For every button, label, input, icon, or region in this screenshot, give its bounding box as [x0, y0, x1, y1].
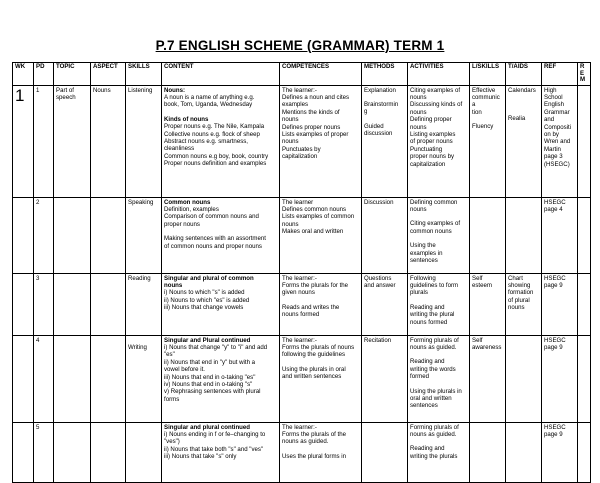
ref-line: Grammar — [544, 108, 570, 116]
competences-line: capitalization — [282, 153, 318, 161]
cell-topic — [54, 85, 91, 197]
table-row — [13, 197, 591, 273]
cell-pd — [34, 273, 54, 335]
content-line: i) Nouns to which "s" is added — [164, 289, 245, 297]
activities-line: Reading and — [410, 445, 445, 453]
cell-content — [162, 85, 280, 197]
activities-line: proper nouns by — [410, 153, 455, 161]
spacer — [282, 446, 359, 453]
content-line: "ves") — [164, 438, 180, 446]
content-line: A noun is a name of anything e.g. — [164, 93, 255, 101]
cell-rem — [578, 335, 591, 422]
competences-line: Forms the plurals of nouns — [282, 343, 355, 351]
content-line: Comparison of common nouns and — [164, 213, 259, 221]
methods-line: Questions — [364, 274, 392, 282]
lskills-line: Fluency — [472, 123, 494, 131]
competences-line: The learner:- — [282, 423, 317, 431]
taids-line: Chart — [508, 274, 523, 282]
cell-methods — [362, 273, 408, 335]
content-heading: nouns — [164, 281, 183, 289]
competences-line: The learner:- — [282, 274, 317, 282]
period-number: 1 — [36, 86, 40, 94]
cell-rem — [578, 273, 591, 335]
cell-content — [162, 197, 280, 273]
methods-line: Brainstormin — [364, 100, 399, 108]
ref-line: and — [544, 116, 555, 124]
cell-aspect — [91, 85, 126, 197]
competences-line: Forms the plurals for the — [282, 281, 349, 289]
header-cell: TOPIC — [54, 63, 91, 86]
activities-line: formed — [410, 373, 429, 381]
taids-line: nouns — [508, 304, 525, 312]
ref-line: HSEGC — [544, 274, 566, 282]
cell-competences — [280, 85, 362, 197]
activities-line: nouns — [410, 108, 427, 116]
competences-line: nouns — [282, 220, 299, 228]
activities-line: Citing examples of — [410, 86, 461, 94]
topic-line: speech — [56, 93, 76, 101]
cell-wk — [13, 197, 34, 273]
competences-line: and written sentences — [282, 373, 342, 381]
ref-line: HSEGC — [544, 423, 566, 431]
header-cell: CONTENT — [162, 63, 280, 86]
spacer — [410, 438, 467, 445]
header-cell: COMPETENCES — [280, 63, 362, 86]
ref-line: High — [544, 86, 557, 94]
header-cell: WK — [13, 63, 34, 86]
activities-line: Listing examples — [410, 130, 456, 138]
cell-wk — [13, 422, 34, 482]
taids-line: of plural — [508, 296, 530, 304]
content-heading: Kinds of nouns — [164, 115, 209, 123]
competences-line: nouns as guided. — [282, 438, 329, 446]
skills-line: Writing — [128, 343, 147, 351]
skills-line: Speaking — [128, 198, 154, 206]
content-line: iv) Nouns that end in o-taking "s" — [164, 380, 253, 388]
spacer — [282, 359, 359, 366]
content-line: ii) Nouns to which "es" is added — [164, 296, 250, 304]
cell-wk — [13, 335, 34, 422]
activities-line: writing the words — [410, 365, 456, 373]
content-line: ii) Nouns that take both "s" and "ves" — [164, 445, 264, 453]
content-line: cleanliness — [164, 145, 195, 153]
activities-line: Following — [410, 274, 436, 282]
header-cell: PD — [34, 63, 54, 86]
cell-taids — [506, 273, 542, 335]
activities-line: nouns as guided. — [410, 430, 457, 438]
competences-line: Reads and writes the — [282, 303, 340, 311]
content-line: i) Nouns ending in f or fe–changing to — [164, 430, 266, 438]
activities-line: examples in — [410, 249, 443, 257]
spacer — [472, 116, 503, 123]
activities-line: plurals — [410, 289, 428, 297]
activities-line: nouns — [410, 93, 427, 101]
methods-line: g — [364, 108, 368, 116]
cell-taids — [506, 335, 542, 422]
content-line: forms — [164, 395, 180, 403]
content-line: iii) Nouns that end in o-taking "es" — [164, 373, 256, 381]
cell-activities — [408, 85, 470, 197]
spacer — [164, 109, 277, 116]
scheme-body — [13, 85, 591, 482]
competences-line: Forms the plurals of the — [282, 430, 347, 438]
competences-line: Makes oral and written — [282, 228, 344, 236]
header-cell: METHODS — [362, 63, 408, 86]
lskills-line: communica — [472, 93, 500, 109]
spacer — [508, 108, 539, 115]
content-line: book, Tom, Uganda, Wednesday — [164, 101, 253, 109]
competences-line: given nouns — [282, 289, 315, 297]
content-heading: Singular and Plural continued — [164, 336, 251, 344]
activities-line: of proper nouns — [410, 138, 453, 146]
activities-line: Using the plurals in — [410, 387, 462, 395]
cell-ref — [542, 197, 578, 273]
activities-line: sentences — [410, 402, 438, 410]
period-number: 2 — [36, 198, 40, 206]
cell-activities — [408, 197, 470, 273]
cell-taids — [506, 422, 542, 482]
content-heading: Singular and plural continued — [164, 423, 250, 431]
taids-line: showing — [508, 281, 531, 289]
cell-lskills — [470, 422, 506, 482]
activities-line: nouns — [410, 123, 427, 131]
cell-skills — [126, 273, 162, 335]
competences-line: Using the plurals in oral — [282, 365, 346, 373]
content-heading: Singular and plural of common — [164, 274, 254, 282]
cell-competences — [280, 197, 362, 273]
page-title: P.7 ENGLISH SCHEME (GRAMMAR) TERM 1 — [155, 38, 445, 53]
cell-topic — [54, 273, 91, 335]
methods-line: Recitation — [364, 336, 392, 344]
competences-line: nouns — [282, 116, 299, 124]
lskills-line: esteem — [472, 281, 492, 289]
cell-methods — [362, 422, 408, 482]
content-line: "es" — [164, 351, 175, 359]
header-row — [13, 63, 591, 86]
content-line: Proper nouns e.g. The Nile, Kampala — [164, 123, 265, 131]
activities-line: Defining common — [410, 198, 458, 206]
activities-line: nouns formed — [410, 318, 448, 326]
cell-skills — [126, 422, 162, 482]
cell-ref — [542, 422, 578, 482]
ref-line: page 9 — [544, 281, 563, 289]
cell-ref — [542, 273, 578, 335]
cell-aspect — [91, 335, 126, 422]
activities-line: oral and written — [410, 394, 452, 402]
competences-line: Lists examples of proper — [282, 130, 349, 138]
content-line: Definition, examples — [164, 205, 219, 213]
content-line: i) Nouns that change "y" to "i" and add — [164, 343, 268, 351]
cell-pd — [34, 335, 54, 422]
cell-lskills — [470, 335, 506, 422]
lskills-line: tion — [472, 108, 482, 116]
activities-line: Discussing kinds of — [410, 101, 463, 109]
activities-line: sentences — [410, 256, 438, 264]
ref-line: page 9 — [544, 343, 563, 351]
competences-line: Punctuates by — [282, 145, 321, 153]
aspect-line: Nouns — [93, 86, 111, 94]
content-line: proper nouns — [164, 220, 200, 228]
ref-line: Martin — [544, 145, 561, 153]
competences-line: The learner:- — [282, 336, 317, 344]
cell-ref — [542, 335, 578, 422]
methods-line: Explanation — [364, 86, 396, 94]
methods-line: Discussion — [364, 198, 394, 206]
activities-line: capitalization — [410, 160, 446, 168]
ref-line: Compositi — [544, 123, 572, 131]
content-line: ii) Nouns that end in "y" but with a — [164, 358, 256, 366]
cell-aspect — [91, 197, 126, 273]
lskills-line: Self — [472, 336, 483, 344]
header-cell: REF — [542, 63, 578, 86]
competences-line: Defines proper nouns — [282, 123, 341, 131]
week-number: 1 — [15, 85, 25, 105]
spacer — [410, 297, 467, 304]
spacer — [282, 297, 359, 304]
cell-skills — [126, 197, 162, 273]
header-cell: ASPECT — [91, 63, 126, 86]
spacer — [508, 94, 539, 101]
cell-methods — [362, 197, 408, 273]
competences-line: Defines common nouns — [282, 205, 347, 213]
cell-rem — [578, 197, 591, 273]
header-cell: ACTIVITIES — [408, 63, 470, 86]
competences-line: Uses the plural forms in — [282, 452, 347, 460]
cell-pd — [34, 197, 54, 273]
spacer — [410, 351, 467, 358]
cell-content — [162, 422, 280, 482]
taids-line: Calendars — [508, 86, 536, 94]
activities-line: Forming plurals of — [410, 423, 459, 431]
cell-aspect — [91, 273, 126, 335]
cell-taids — [506, 197, 542, 273]
taids-line: formation — [508, 289, 534, 297]
cell-activities — [408, 422, 470, 482]
spacer — [364, 94, 405, 101]
spacer — [508, 101, 539, 108]
competences-line: following the guidelines — [282, 351, 346, 359]
cell-topic — [54, 422, 91, 482]
content-heading: Common nouns — [164, 198, 211, 206]
cell-lskills — [470, 273, 506, 335]
cell-activities — [408, 335, 470, 422]
spacer — [410, 213, 467, 220]
header-cell: SKILLS — [126, 63, 162, 86]
spacer — [410, 235, 467, 242]
cell-competences — [280, 335, 362, 422]
methods-line: discussion — [364, 130, 393, 138]
content-line: Proper nouns definition and examples — [164, 160, 267, 168]
content-line: Abstract nouns e.g. smartness, — [164, 137, 248, 145]
cell-skills — [126, 335, 162, 422]
ref-line: HSEGC — [544, 198, 566, 206]
lskills-line: Self — [472, 274, 483, 282]
period-number: 3 — [36, 274, 40, 282]
cell-methods — [362, 85, 408, 197]
cell-taids — [506, 85, 542, 197]
content-line: iii) Nouns that change vowels — [164, 304, 244, 312]
activities-line: Punctuating — [410, 145, 443, 153]
activities-line: Reading and — [410, 303, 445, 311]
lskills-line: Effective — [472, 86, 496, 94]
content-line: Common nouns e.g boy, book, country — [164, 152, 269, 160]
ref-line: page 4 — [544, 205, 563, 213]
competences-line: Lists examples of common — [282, 213, 355, 221]
period-number: 5 — [36, 423, 40, 431]
content-line: iii) Nouns that take "s" only — [164, 453, 237, 461]
scheme-table — [12, 62, 591, 483]
header-cell: REM — [578, 63, 591, 86]
cell-lskills — [470, 197, 506, 273]
ref-line: School — [544, 93, 563, 101]
activities-line: nouns as guided. — [410, 343, 457, 351]
header-cell: T/AIDS — [506, 63, 542, 86]
activities-line: writing the plural — [410, 311, 455, 319]
activities-line: Using the — [410, 242, 436, 250]
competences-line: nouns formed — [282, 311, 320, 319]
cell-rem — [578, 422, 591, 482]
competences-line: The learner:- — [282, 86, 317, 94]
cell-pd — [34, 85, 54, 197]
activities-line: Reading and — [410, 358, 445, 366]
content-heading: Nouns: — [164, 86, 185, 94]
cell-topic — [54, 335, 91, 422]
header-cell: L/SKILLS — [470, 63, 506, 86]
table-row — [13, 85, 591, 197]
cell-competences — [280, 273, 362, 335]
skills-line: Reading — [128, 274, 151, 282]
cell-ref — [542, 85, 578, 197]
activities-line: guidelines to form — [410, 281, 459, 289]
ref-line: HSEGC — [544, 336, 566, 344]
activities-line: Forming plurals of — [410, 336, 459, 344]
cell-content — [162, 335, 280, 422]
content-line: v) Rephrasing sentences with plural — [164, 388, 261, 396]
competences-line: Defines a noun and cites — [282, 93, 350, 101]
lskills-line: awareness — [472, 343, 502, 351]
cell-topic — [54, 197, 91, 273]
competences-line: Mentions the kinds of — [282, 108, 340, 116]
content-line: Making sentences with an assortment — [164, 235, 266, 243]
taids-line: Realia — [508, 114, 526, 122]
competences-line: nouns — [282, 138, 299, 146]
table-row — [13, 273, 591, 335]
topic-line: Part of — [56, 86, 74, 94]
table-row — [13, 422, 591, 482]
competences-line: examples — [282, 101, 309, 109]
methods-line: Guided — [364, 122, 384, 130]
spacer — [410, 381, 467, 388]
cell-activities — [408, 273, 470, 335]
cell-pd — [34, 422, 54, 482]
cell-competences — [280, 422, 362, 482]
spacer — [364, 116, 405, 123]
cell-wk — [13, 85, 34, 197]
ref-line: (HSEGC) — [544, 160, 570, 168]
cell-wk — [13, 273, 34, 335]
methods-line: and answer — [364, 281, 396, 289]
cell-lskills — [470, 85, 506, 197]
competences-line: The learner — [282, 198, 314, 206]
activities-line: writing the plurals — [410, 452, 458, 460]
ref-line: Wren and — [544, 138, 571, 146]
skills-line: Listening — [128, 86, 153, 94]
spacer — [164, 228, 277, 235]
content-line: vowel before it. — [164, 366, 205, 374]
ref-line: page 3 — [544, 153, 563, 161]
cell-rem — [578, 85, 591, 197]
table-row — [13, 335, 591, 422]
activities-line: Citing examples of — [410, 220, 461, 228]
cell-aspect — [91, 422, 126, 482]
spacer — [128, 337, 159, 344]
period-number: 4 — [36, 336, 40, 344]
cell-methods — [362, 335, 408, 422]
activities-line: Defining proper — [410, 116, 452, 124]
activities-line: nouns — [410, 205, 427, 213]
ref-line: page 9 — [544, 430, 563, 438]
ref-line: on by — [544, 130, 559, 138]
content-line: Collective nouns e.g. flock of sheep — [164, 130, 260, 138]
ref-line: English — [544, 101, 564, 109]
cell-content — [162, 273, 280, 335]
content-line: of common nouns and proper nouns — [164, 242, 262, 250]
cell-skills — [126, 85, 162, 197]
activities-line: common nouns — [410, 227, 452, 235]
